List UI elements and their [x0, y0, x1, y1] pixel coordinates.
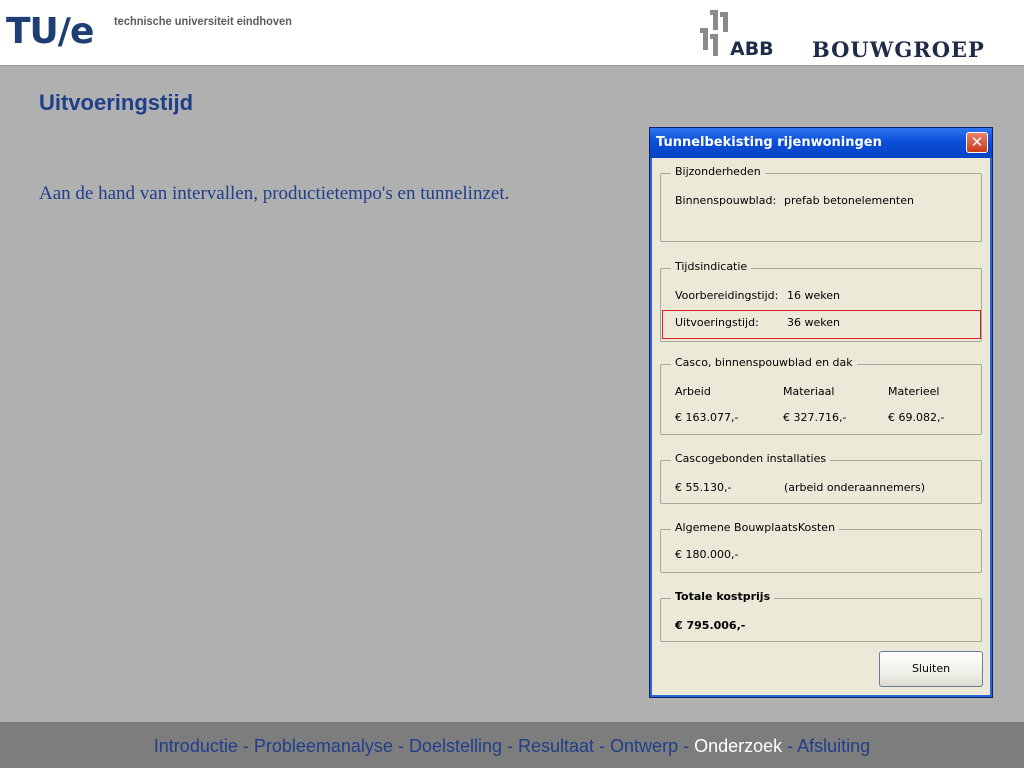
dialog-window [649, 127, 993, 698]
nav-afsluiting[interactable]: Afsluiting [797, 736, 871, 756]
nav-resultaat[interactable]: Resultaat [518, 736, 595, 756]
nav-separator: - [594, 736, 611, 756]
abb-logo-text: ABB [730, 38, 774, 60]
group-legend: Totale kostprijs [671, 590, 774, 603]
group-legend: Bijzonderheden [671, 165, 765, 178]
voorbereidingstijd-label: Voorbereidingstijd: [675, 289, 779, 302]
group-totale-kostprijs [660, 590, 982, 642]
nav-separator: - [502, 736, 518, 756]
binnenspouwblad-label: Binnenspouwblad: [675, 194, 777, 207]
uitvoeringstijd-label: Uitvoeringstijd: [675, 316, 759, 329]
nav-ontwerp[interactable]: Ontwerp [610, 736, 679, 756]
group-bouwplaatskosten [660, 521, 982, 573]
materieel-value: € 69.082,- [888, 411, 945, 424]
nav-onderzoek[interactable]: Onderzoek [694, 736, 783, 756]
dialog-titlebar[interactable] [650, 128, 992, 158]
arbeid-header: Arbeid [675, 385, 711, 398]
nav-separator: - [782, 736, 798, 756]
materieel-header: Materieel [888, 385, 940, 398]
uitvoeringstijd-value: 36 weken [787, 316, 840, 329]
installaties-value: € 55.130,- [675, 481, 732, 494]
nav-probleemanalyse[interactable]: Probleemanalyse [253, 736, 393, 756]
dialog-title: Tunnelbekisting rijenwoningen [656, 135, 882, 150]
nav-separator: - [678, 736, 695, 756]
tue-subtitle: technische universiteit eindhoven [114, 14, 292, 28]
totale-kostprijs-value: € 795.006,- [675, 619, 746, 632]
arbeid-value: € 163.077,- [675, 411, 739, 424]
group-casco [660, 356, 982, 435]
slide-title: Uitvoeringstijd [39, 90, 194, 115]
materiaal-value: € 327.716,- [783, 411, 847, 424]
materiaal-header: Materiaal [783, 385, 835, 398]
close-icon[interactable]: ✕ [966, 132, 988, 153]
slide-subtitle: Aan de hand van intervallen, productietempo's en tunnelinzet. [39, 183, 510, 204]
dialog-client-area [653, 158, 989, 695]
group-legend: Cascogebonden installaties [671, 452, 830, 465]
abb-bouwgroep-logo [696, 8, 1016, 60]
bouwgroep-text: BOUWGROEP [812, 37, 985, 62]
sluiten-button[interactable]: Sluiten [879, 651, 983, 687]
bouwplaatskosten-value: € 180.000,- [675, 548, 739, 561]
tue-logo: TU/e [6, 11, 94, 52]
nav-separator: - [237, 736, 254, 756]
group-bijzonderheden [660, 165, 982, 242]
binnenspouwblad-value: prefab betonelementen [784, 194, 914, 207]
group-legend: Algemene BouwplaatsKosten [671, 521, 839, 534]
nav-doelstelling[interactable]: Doelstelling [408, 736, 502, 756]
installaties-note: (arbeid onderaannemers) [784, 481, 926, 494]
voorbereidingstijd-value: 16 weken [787, 289, 840, 302]
group-installaties [660, 452, 982, 504]
nav-introductie[interactable]: Introductie [153, 736, 238, 756]
nav-separator: - [392, 736, 409, 756]
group-tijdsindicatie [660, 260, 982, 342]
header-bar [0, 0, 1024, 66]
group-legend: Tijdsindicatie [671, 260, 751, 273]
group-legend: Casco, binnenspouwblad en dak [671, 356, 857, 369]
footer-nav [0, 722, 1024, 768]
